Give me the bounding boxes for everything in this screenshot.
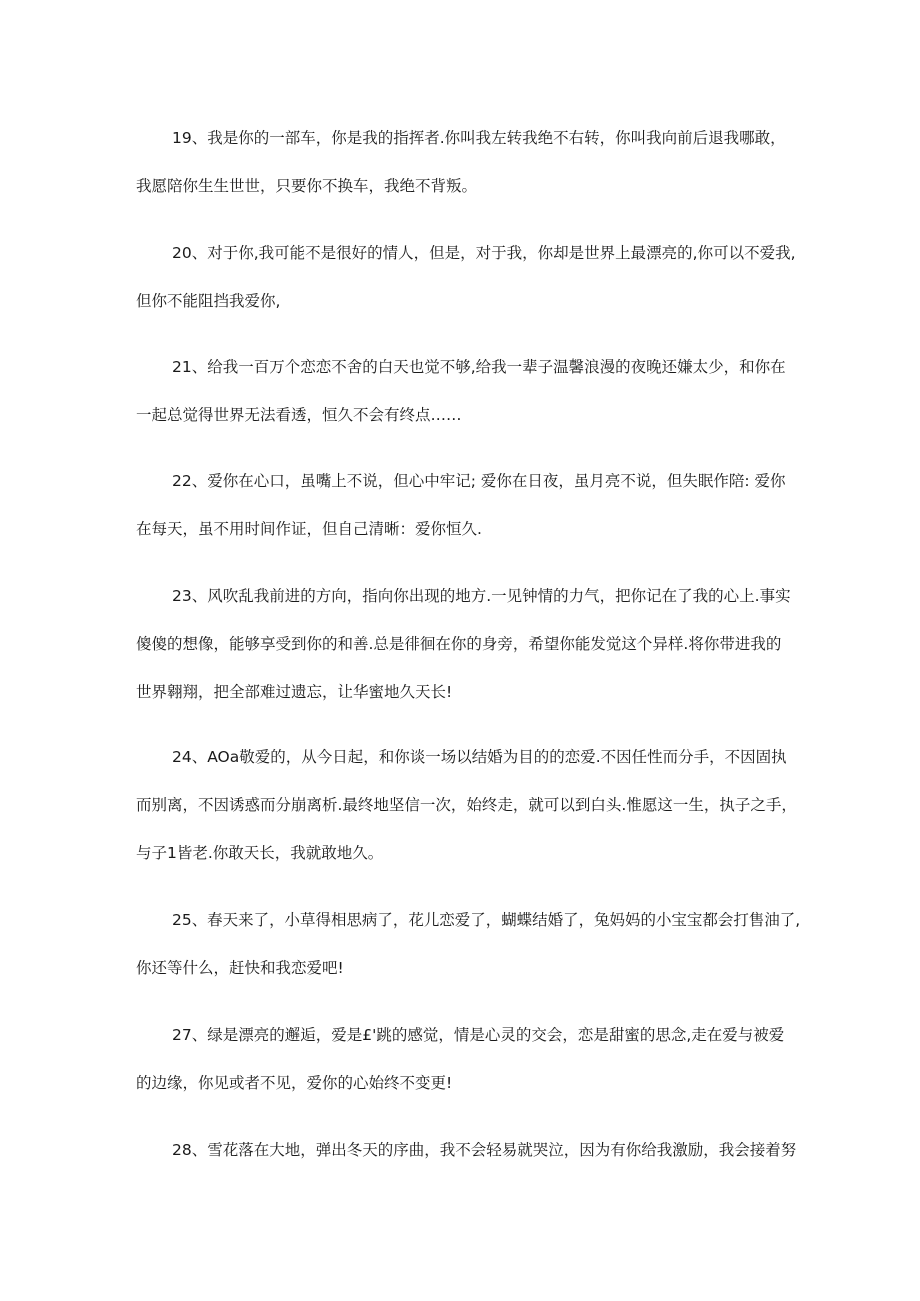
paragraph-line: 21、给我一百万个恋恋不舍的白天也觉不够,给我一辈子温馨浪漫的夜晚还嫌太少，和你在	[172, 358, 786, 376]
paragraph-line: 你还等什么，赶快和我恋爱吧!	[136, 959, 344, 977]
paragraph-line: 我愿陪你生生世世，只要你不换车，我绝不背叛。	[136, 177, 478, 195]
paragraph-line: 19、我是你的一部车，你是我的指挥者.你叫我左转我绝不右转，你叫我向前后退我哪敢，	[172, 129, 786, 147]
paragraph-line: 27、绿是漂亮的邂逅，爱是£'跳的感觉，情是心灵的交会，恋是甜蜜的思念,走在爱与被爱	[172, 1026, 785, 1044]
paragraph-line: 23、风吹乱我前进的方向，指向你出现的地方.一见钟情的力气，把你记在了我的心上.事实	[172, 587, 791, 605]
paragraph-line: 28、雪花落在大地，弹出冬天的序曲，我不会轻易就哭泣，因为有你给我激励，我会接着努	[172, 1141, 797, 1159]
paragraph-line: 的边缘，你见或者不见，爱你的心始终不变更!	[136, 1074, 453, 1092]
paragraph-line: 而别离，不因诱惑而分崩离析.最终地坚信一次，始终走，就可以到白头.惟愿这一生，执子之手，	[136, 796, 797, 814]
paragraph-line: 傻傻的想像，能够享受到你的和善.总是徘徊在你的身旁，希望你能发觉这个异样.将你带进我的	[136, 635, 782, 653]
paragraph-line: 一起总觉得世界无法看透，恒久不会有终点……	[136, 406, 462, 424]
paragraph-line: 在每天，虽不用时间作证，但自己清晰：爱你恒久.	[136, 520, 482, 538]
paragraph-line: 20、对于你,我可能不是很好的情人，但是，对于我，你却是世界上最漂亮的,你可以不爱我,	[172, 244, 796, 262]
paragraph-line: 与子1皆老.你敢天长，我就敢地久。	[136, 844, 384, 862]
paragraph-line: 世界翱翔，把全部难过遗忘，让华蜜地久天长!	[136, 683, 453, 701]
paragraph-line: 但你不能阻挡我爱你,	[136, 292, 281, 310]
paragraph-line: 22、爱你在心口，虽嘴上不说，但心中牢记; 爱你在日夜，虽月亮不说，但失眠作陪: 爱你	[172, 472, 786, 490]
paragraph-line: 25、春天来了，小草得相思病了，花儿恋爱了，蝴蝶结婚了，兔妈妈的小宝宝都会打售油了,	[172, 911, 801, 929]
paragraph-line: 24、AOa敬爱的，从今日起，和你谈一场以结婚为目的的恋爱.不因任性而分手，不因固执	[172, 748, 787, 766]
